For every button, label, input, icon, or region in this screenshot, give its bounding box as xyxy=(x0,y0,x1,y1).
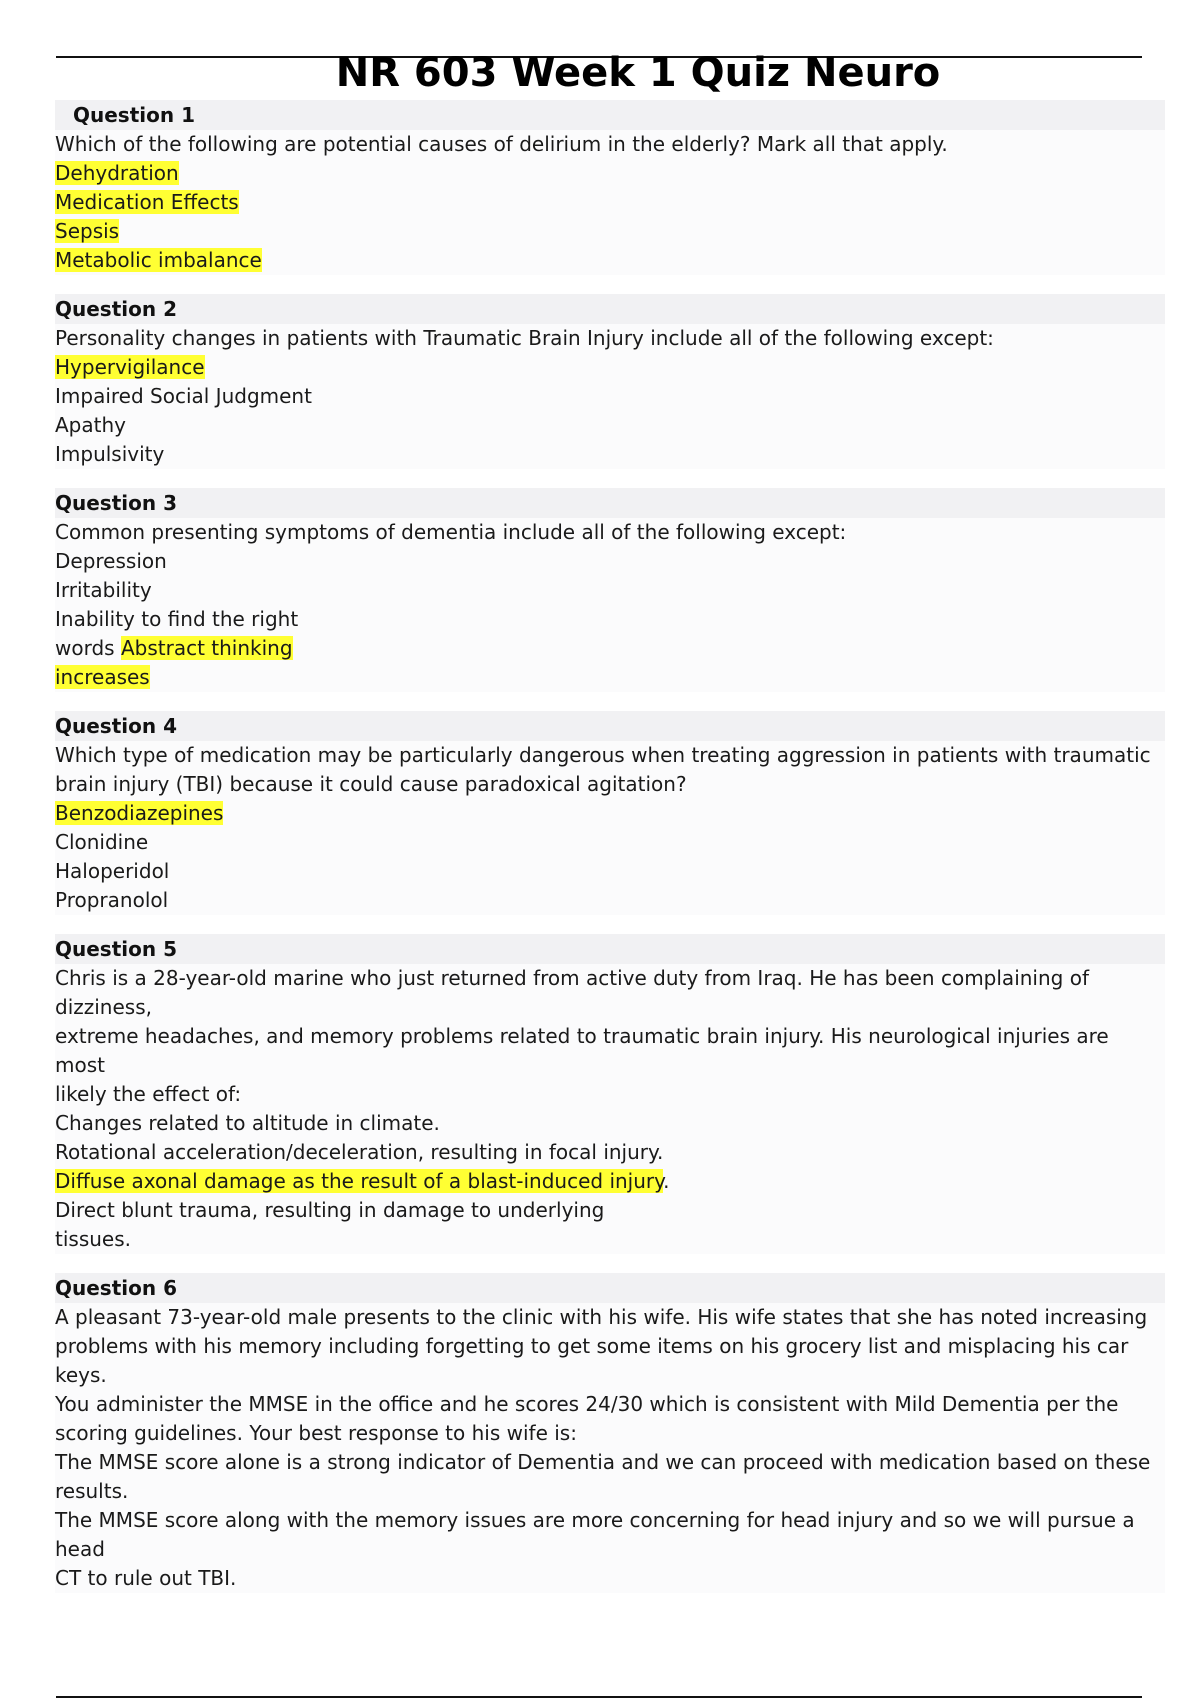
answer-option xyxy=(55,159,1165,188)
question-heading: Question 3 xyxy=(55,488,1165,518)
answer-option xyxy=(55,217,1165,246)
correct-answer-highlight: Medication Effects xyxy=(55,190,239,214)
question-prompt-line: Chris is a 28-year-old marine who just returned from active duty from Iraq. He has been complaining of dizziness, xyxy=(55,966,1089,1019)
question-prompt-line: A pleasant 73-year-old male presents to the clinic with his wife. His wife states that she has noted increasing xyxy=(55,1305,1148,1329)
answer-option: Impaired Social Judgment xyxy=(55,384,312,408)
answer-option xyxy=(55,634,1165,663)
question-prompt: Personality changes in patients with Traumatic Brain Injury include all of the following except: xyxy=(55,326,994,350)
question-4 xyxy=(55,711,1165,915)
question-heading: Question 2 xyxy=(55,294,1165,324)
question-heading: Question 1 xyxy=(55,100,1165,130)
answer-option: Clonidine xyxy=(55,830,149,854)
question-prompt-line: You administer the MMSE in the office and he scores 24/30 which is consistent with Mild Dementia per the xyxy=(55,1392,1119,1416)
question-prompt: Which of the following are potential causes of delirium in the elderly? Mark all that apply. xyxy=(55,132,948,156)
answer-option xyxy=(55,799,1165,828)
answer-option: The MMSE score alone is a strong indicator of Dementia and we can proceed with medication based on these xyxy=(55,1450,1151,1474)
answer-option xyxy=(55,353,1165,382)
answer-option: tissues. xyxy=(55,1227,131,1251)
correct-answer-highlight: Sepsis xyxy=(55,219,120,243)
answer-option: Depression xyxy=(55,549,167,573)
question-5 xyxy=(55,934,1165,1254)
question-prompt-line: Which type of medication may be particularly dangerous when treating aggression in patients with traumatic xyxy=(55,743,1151,767)
question-3 xyxy=(55,488,1165,692)
answer-option: Direct blunt trauma, resulting in damage to underlying xyxy=(55,1198,605,1222)
correct-answer-highlight: Benzodiazepines xyxy=(55,801,224,825)
answer-option: Apathy xyxy=(55,413,126,437)
question-heading: Question 6 xyxy=(55,1273,1165,1303)
question-prompt-line: brain injury (TBI) because it could cause paradoxical agitation? xyxy=(55,772,687,796)
question-prompt-line: extreme headaches, and memory problems related to traumatic brain injury. His neurological injuries are most xyxy=(55,1024,1109,1077)
correct-answer-highlight: Metabolic imbalance xyxy=(55,248,262,272)
question-6 xyxy=(55,1273,1165,1593)
answer-option xyxy=(55,246,1165,275)
answer-option: Inability to find the right xyxy=(55,607,299,631)
quiz-content xyxy=(55,100,1165,1612)
correct-answer-highlight: Abstract thinking xyxy=(120,636,293,660)
answer-option: Impulsivity xyxy=(55,442,165,466)
answer-text: words xyxy=(55,636,115,660)
answer-option: Irritability xyxy=(55,578,152,602)
correct-answer-highlight: Hypervigilance xyxy=(55,355,205,379)
correct-answer-highlight: Diffuse axonal damage as the result of a blast-induced injury xyxy=(55,1169,664,1193)
answer-option xyxy=(55,188,1165,217)
question-prompt-line: likely the effect of: xyxy=(55,1082,242,1106)
correct-answer-highlight: increases xyxy=(55,665,150,689)
question-heading: Question 4 xyxy=(55,711,1165,741)
answer-option: CT to rule out TBI. xyxy=(55,1566,237,1590)
question-prompt: Common presenting symptoms of dementia include all of the following except: xyxy=(55,520,847,544)
answer-option xyxy=(55,1167,1165,1196)
question-heading: Question 5 xyxy=(55,934,1165,964)
answer-option: Propranolol xyxy=(55,888,169,912)
bottom-rule xyxy=(56,1696,1142,1698)
answer-option: Changes related to altitude in climate. xyxy=(55,1111,440,1135)
answer-option xyxy=(55,663,1165,692)
question-2 xyxy=(55,294,1165,469)
answer-option: The MMSE score along with the memory issues are more concerning for head injury and so we will pursue a head xyxy=(55,1508,1135,1561)
document-title: NR 603 Week 1 Quiz Neuro xyxy=(335,50,941,96)
question-1 xyxy=(55,100,1165,275)
question-prompt-line: scoring guidelines. Your best response to his wife is: xyxy=(55,1421,577,1445)
correct-answer-highlight: Dehydration xyxy=(55,161,179,185)
answer-option: Rotational acceleration/deceleration, resulting in focal injury. xyxy=(55,1140,664,1164)
answer-option: Haloperidol xyxy=(55,859,170,883)
answer-option: results. xyxy=(55,1479,129,1503)
answer-text: . xyxy=(663,1169,670,1193)
question-prompt-line: problems with his memory including forgetting to get some items on his grocery list and misplacing his car keys. xyxy=(55,1334,1129,1387)
